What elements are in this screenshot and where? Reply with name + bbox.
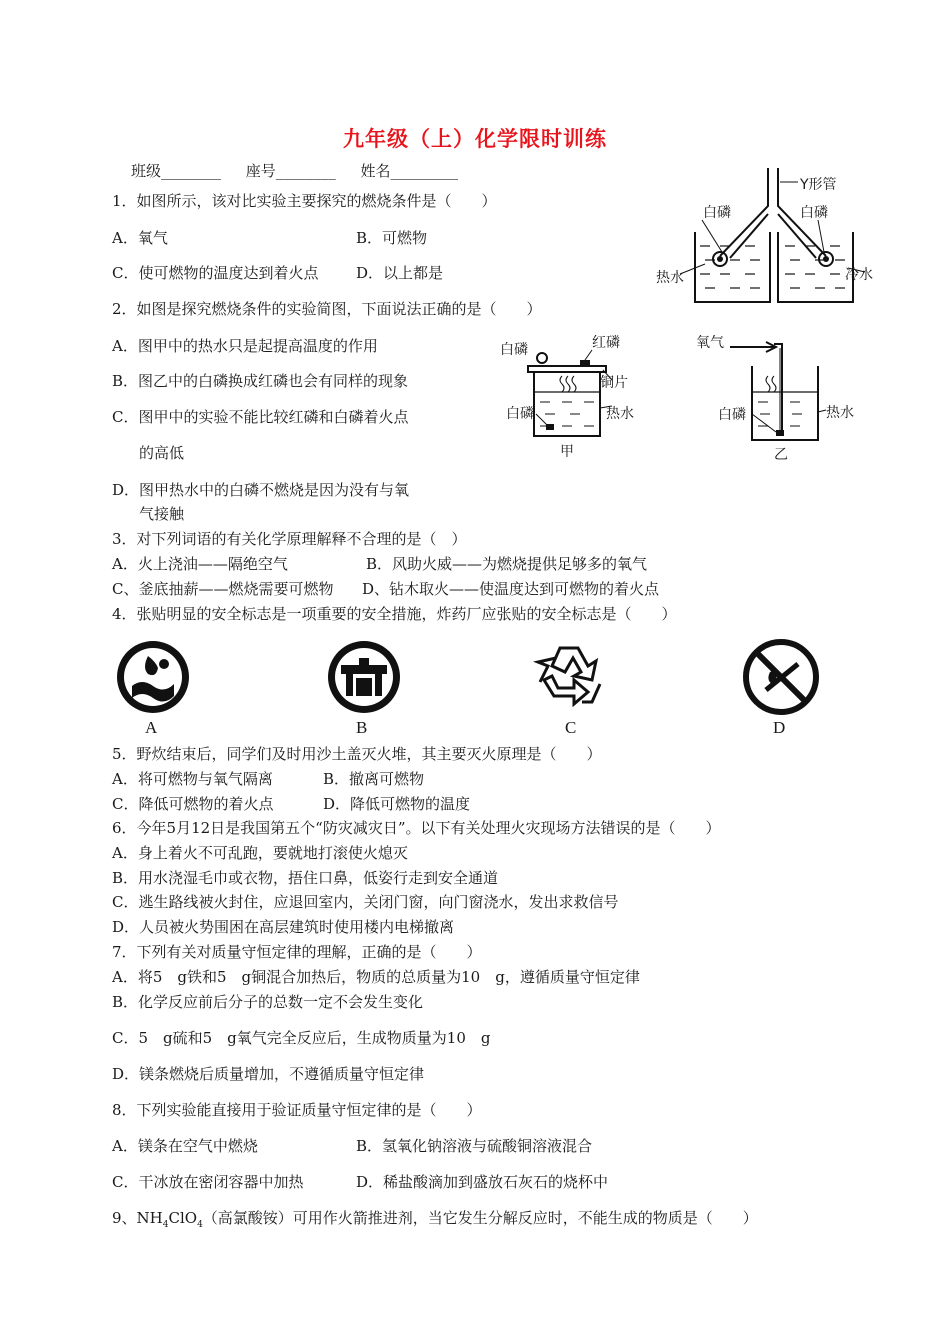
q3-option-a: A．火上浇油——隔绝空气 xyxy=(112,555,288,573)
figure-yi-experiment xyxy=(700,332,870,462)
student-info-line: 班级________ 座号________ 姓名_________ xyxy=(131,162,459,180)
q5-option-b: B．撤离可燃物 xyxy=(323,770,425,788)
q1-option-b: B．可燃物 xyxy=(356,229,428,247)
q3-option-d: D、钻木取火——使温度达到可燃物的着火点 xyxy=(362,580,660,598)
q5-option-a: A．将可燃物与氧气隔离 xyxy=(112,770,273,788)
q9-stem-pre: 9、NH xyxy=(112,1209,163,1227)
q5-stem: 5．野炊结束后，同学们及时用沙土盖灭火堆，其主要灭火原理是（ ） xyxy=(112,745,602,763)
fig1-y-tube-label: Y形管 xyxy=(800,177,837,193)
q1-option-a: A．氧气 xyxy=(112,229,168,247)
sign-c-recycle-icon xyxy=(530,636,612,716)
q2-option-b: B．图乙中的白磷换成红磷也会有同样的现象 xyxy=(112,372,409,390)
fig2-white-phosphorus-top-label: 白磷 xyxy=(500,342,528,358)
fig2-copper-sheet-label: 铜片 xyxy=(600,375,628,391)
sign-b-toxic-icon xyxy=(323,638,405,716)
q5-option-c: C．降低可燃物的着火点 xyxy=(112,795,274,813)
q6-option-d: D．人员被火势围困在高层建筑时使用楼内电梯撤离 xyxy=(112,918,455,936)
sign-a-label: A xyxy=(145,718,158,737)
q7-option-a: A．将5 g铁和5 g铜混合加热后，物质的总质量为10 g，遵循质量守恒定律 xyxy=(112,968,640,986)
q9-stem-mid: ClO xyxy=(168,1209,198,1227)
fig3-oxygen-label: 氧气 xyxy=(696,335,724,351)
q8-stem: 8．下列实验能直接用于验证质量守恒定律的是（ ） xyxy=(112,1101,482,1119)
q6-option-c: C．逃生路线被火封住，应退回室内，关闭门窗，向门窗浇水，发出求救信号 xyxy=(112,893,619,911)
q2-option-c-cont: 的高低 xyxy=(139,444,185,462)
q1-stem: 1．如图所示，该对比实验主要探究的燃烧条件是（ ） xyxy=(112,192,497,210)
q4-stem: 4．张贴明显的安全标志是一项重要的安全措施，炸药厂应张贴的安全标志是（ ） xyxy=(112,605,677,623)
figure-y-tube-experiment xyxy=(650,168,890,308)
sign-a-corrosive-icon xyxy=(112,638,194,716)
q8-option-a: A．镁条在空气中燃烧 xyxy=(112,1137,258,1155)
q1-option-c: C．使可燃物的温度达到着火点 xyxy=(112,264,319,282)
q2-option-c: C．图甲中的实验不能比较红磷和白磷着火点 xyxy=(112,408,409,426)
q6-stem: 6．今年5月12日是我国第五个“防灾减灾日”。以下有关处理火灾现场方法错误的是（ ） xyxy=(112,819,721,837)
sign-d-label: D xyxy=(773,718,786,737)
page-title: 九年级（上）化学限时训练 xyxy=(343,126,607,151)
q2-option-d-cont: 气接触 xyxy=(139,505,185,523)
q2-stem: 2．如图是探究燃烧条件的实验简图，下面说法正确的是（ ） xyxy=(112,300,542,318)
fig3-white-phosphorus-label: 白磷 xyxy=(718,407,746,423)
q8-option-c: C．干冰放在密闭容器中加热 xyxy=(112,1173,304,1191)
sign-d-no-smoking-icon xyxy=(740,638,822,716)
q1-option-d: D．以上都是 xyxy=(356,264,444,282)
sign-c-label: C xyxy=(565,718,577,737)
fig3-name-label: 乙 xyxy=(774,447,788,463)
sign-b-label: B xyxy=(356,718,368,737)
q9-sub-1: 4 xyxy=(162,1220,169,1230)
q7-option-c: C．5 g硫和5 g氧气完全反应后，生成物质量为10 g xyxy=(112,1029,491,1047)
fig1-cold-water-label: 冷水 xyxy=(845,267,873,283)
fig1-white-phosphorus-right-label: 白磷 xyxy=(800,205,828,221)
q2-option-d: D．图甲热水中的白磷不燃烧是因为没有与氧 xyxy=(112,481,410,499)
q9-stem-post: （高氯酸铵）可用作火箭推进剂，当它发生分解反应时，不能生成的物质是（ ） xyxy=(202,1209,758,1227)
q6-option-b: B．用水浇湿毛巾或衣物，捂住口鼻，低姿行走到安全通道 xyxy=(112,869,499,887)
q3-option-b: B．风助火威——为燃烧提供足够多的氧气 xyxy=(366,555,648,573)
q9-sub-2: 4 xyxy=(197,1220,203,1230)
q9-stem xyxy=(112,1208,758,1235)
fig3-hot-water-label: 热水 xyxy=(826,405,854,421)
fig1-hot-water-label: 热水 xyxy=(656,270,684,286)
q6-option-a: A．身上着火不可乱跑，要就地打滚使火熄灭 xyxy=(112,844,408,862)
q7-option-d: D．镁条燃烧后质量增加，不遵循质量守恒定律 xyxy=(112,1065,425,1083)
q5-option-d: D．降低可燃物的温度 xyxy=(323,795,471,813)
fig2-red-phosphorus-label: 红磷 xyxy=(592,335,620,351)
q7-option-b: B．化学反应前后分子的总数一定不会发生变化 xyxy=(112,993,424,1011)
fig2-hot-water-label: 热水 xyxy=(606,406,634,422)
q8-option-d: D．稀盐酸滴加到盛放石灰石的烧杯中 xyxy=(356,1173,609,1191)
fig1-white-phosphorus-left-label: 白磷 xyxy=(703,205,731,221)
q2-option-a: A．图甲中的热水只是起提高温度的作用 xyxy=(112,337,378,355)
fig2-name-label: 甲 xyxy=(560,444,574,460)
fig2-white-phosphorus-bottom-label: 白磷 xyxy=(506,406,534,422)
q3-option-c: C、釜底抽薪——燃烧需要可燃物 xyxy=(112,580,334,598)
q3-stem: 3．对下列词语的有关化学原理解释不合理的是（ ） xyxy=(112,530,467,548)
q7-stem: 7．下列有关对质量守恒定律的理解，正确的是（ ） xyxy=(112,943,482,961)
q8-option-b: B．氢氧化钠溶液与硫酸铜溶液混合 xyxy=(356,1137,593,1155)
